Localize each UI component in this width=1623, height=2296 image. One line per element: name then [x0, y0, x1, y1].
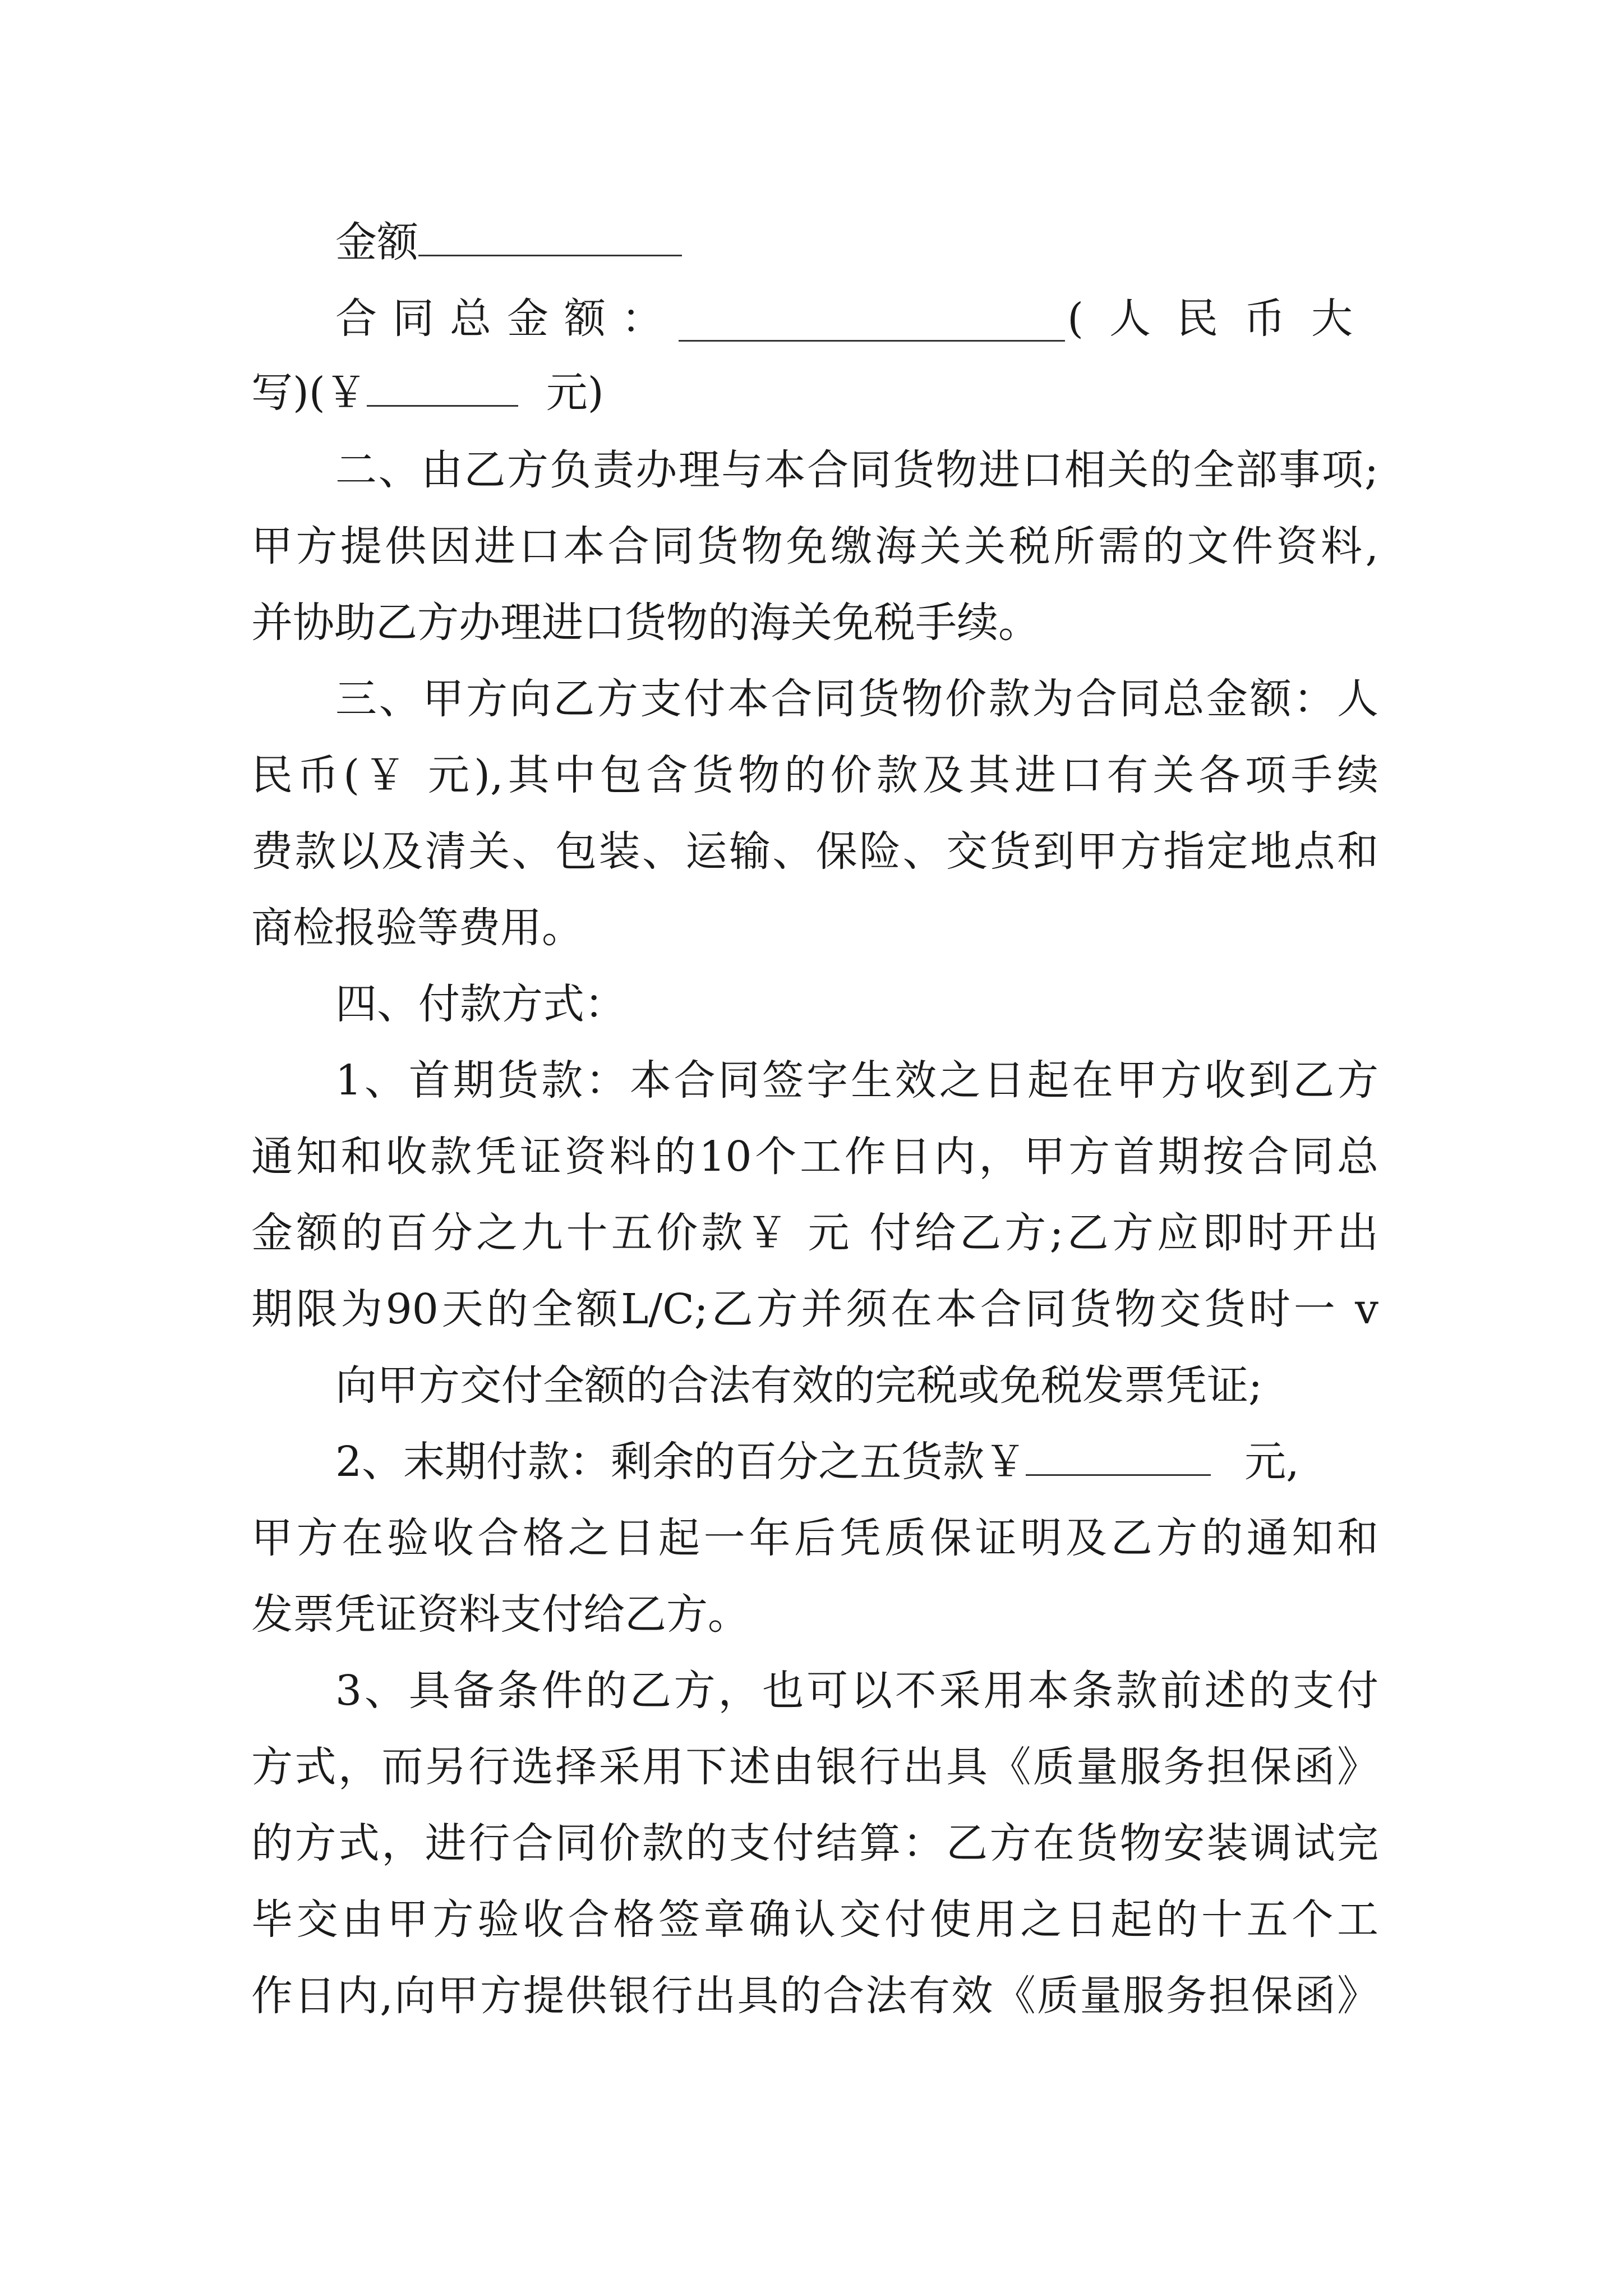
- paragraph-line: 甲方提供因进口本合同货物免缴海关关税所需的文件资料,: [251, 522, 1378, 570]
- paragraph-line: 1、首期货款：本合同签字生效之日起在甲方收到乙方: [335, 1056, 1378, 1105]
- amount-label: 金额: [335, 218, 418, 266]
- amount-blank: [418, 211, 682, 256]
- paragraph-line: 作日内,向甲方提供银行出具的合法有效《质量服务担保函》: [251, 1972, 1378, 2020]
- paragraph-line: 二、由乙方负责办理与本合同货物进口相关的全部事项;: [335, 446, 1378, 494]
- paragraph-line: 向甲方交付全额的合法有效的完税或免税发票凭证;: [335, 1361, 1262, 1410]
- total-amount-figure-blank: [367, 361, 518, 407]
- final-payment-line: [335, 1424, 1378, 1500]
- amount-line: [335, 204, 1378, 280]
- total-amount-suffix: (人民币大: [1067, 295, 1378, 343]
- paragraph-line: 金额的百分之九十五价款￥ 元 付给乙方;乙方应即时开出: [251, 1209, 1378, 1257]
- final-payment-prefix: 2、末期付款：剩余的百分之五货款￥: [335, 1438, 1026, 1486]
- section-heading: 四、付款方式：: [335, 980, 626, 1028]
- total-amount-label: 合同总金额：: [335, 295, 679, 343]
- total-amount-line-2: [251, 355, 1378, 431]
- total-amount-prefix: 写)(￥: [251, 369, 367, 417]
- paragraph-line: 3、具备条件的乙方，也可以不采用本条款前述的支付: [335, 1667, 1378, 1715]
- paragraph-line: 的方式，进行合同价款的支付结算：乙方在货物安装调试完: [251, 1819, 1378, 1867]
- total-amount-figure-suffix: 元): [546, 369, 604, 417]
- paragraph-line: 期限为90天的全额L/C;乙方并须在本合同货物交货时一 v: [251, 1285, 1378, 1333]
- paragraph-line: 三、甲方向乙方支付本合同货物价款为合同总金额：人: [335, 675, 1378, 723]
- paragraph-line: 甲方在验收合格之日起一年后凭质保证明及乙方的通知和: [251, 1514, 1378, 1562]
- final-payment-suffix: 元,: [1244, 1438, 1299, 1486]
- paragraph-line: 商检报验等费用。: [251, 904, 583, 952]
- total-amount-line: [335, 280, 1378, 357]
- paragraph-line: 毕交由甲方验收合格签章确认交付使用之日起的十五个工: [251, 1895, 1378, 1944]
- paragraph-line: 发票凭证资料支付给乙方。: [251, 1590, 749, 1639]
- paragraph-line: 费款以及清关、包装、运输、保险、交货到甲方指定地点和: [251, 827, 1378, 876]
- final-payment-blank: [1026, 1430, 1211, 1476]
- total-amount-blank: [679, 296, 1065, 342]
- paragraph-line: 民币(￥ 元),其中包含货物的价款及其进口有关各项手续: [251, 751, 1378, 799]
- paragraph-line: 方式，而另行选择采用下述由银行出具《质量服务担保函》: [251, 1743, 1378, 1791]
- paragraph-line: 通知和收款凭证资料的10个工作日内，甲方首期按合同总: [251, 1133, 1378, 1181]
- paragraph-line: 并协助乙方办理进口货物的海关免税手续。: [251, 599, 1040, 647]
